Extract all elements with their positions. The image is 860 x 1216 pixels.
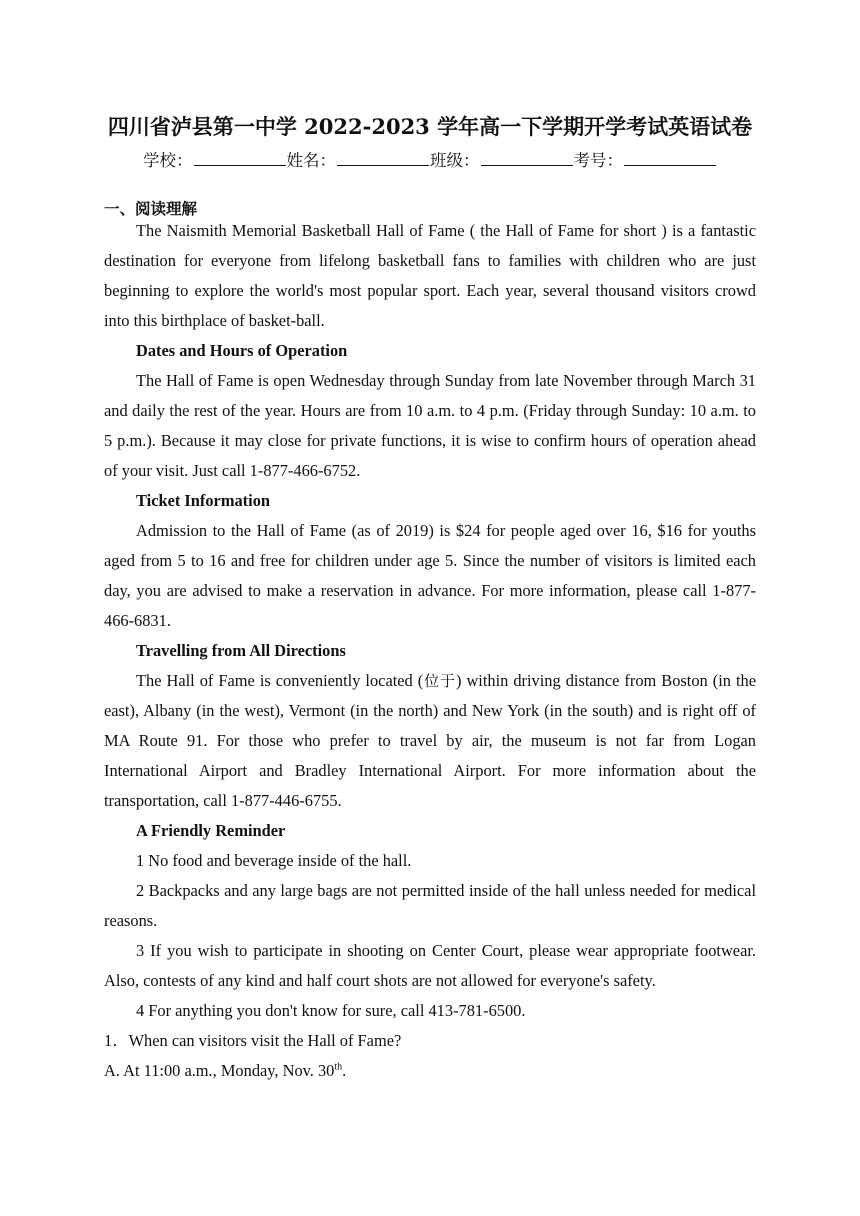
page-title: 四川省泸县第一中学 2022-2023 学年高一下学期开学考试英语试卷	[107, 114, 753, 139]
name-label: 姓名：	[286, 151, 336, 170]
reminder-item: 2 Backpacks and any large bags are not permitted inside of the hall unless needed for medical reasons.	[104, 881, 756, 930]
question-stem: 1．When can visitors visit the Hall of Fame?	[104, 1031, 402, 1050]
student-info-line	[0, 147, 860, 171]
option-a-period: .	[342, 1061, 347, 1080]
reminder-item: 3 If you wish to participate in shooting on Center Court, please wear appropriate footwear. Also, contests of any kind and half court shots are not allowed for everyone's safety.	[104, 941, 756, 990]
class-blank[interactable]	[481, 151, 573, 166]
paragraph-intro: The Naismith Memorial Basketball Hall of Fame ( the Hall of Fame for short ) is a fantastic destination for everyone from lifelong basketball fans to families with children who are just beginning to explore the world's most popular sport. Each year, several thousand visitors crowd into this birthplace of basket-ball.	[104, 221, 756, 330]
paragraph-ticket-info: Admission to the Hall of Fame (as of 2019) is $24 for people aged over 16, $16 for youths aged from 5 to 16 and free for children under age 5. Since the number of visitors is limited each day, you are advised to make a reservation in advance. For more information, please call 1-877-466-6831.	[104, 521, 756, 630]
paragraph-dates-hours: The Hall of Fame is open Wednesday through Sunday from late November through March 31 and daily the rest of the year. Hours are from 10 a.m. to 4 p.m. (Friday through Sunday: 10 a.m. to 5 p.m.). Because it may close for private functions, it is wise to confirm hours of operation ahead of your visit. Just call 1-877-466-6752.	[104, 371, 756, 480]
option-a[interactable]	[104, 1056, 756, 1086]
name-blank[interactable]	[337, 151, 429, 166]
option-a-superscript: th	[334, 1061, 343, 1073]
school-blank[interactable]	[194, 151, 286, 166]
heading-reminder: A Friendly Reminder	[136, 821, 286, 840]
heading-dates-hours: Dates and Hours of Operation	[136, 341, 348, 360]
exam-number-label: 考号：	[573, 151, 623, 170]
option-a-text: A. At 11:00 a.m., Monday, Nov. 30	[104, 1061, 335, 1080]
class-label: 班级：	[430, 151, 480, 170]
reminder-item: 4 For anything you don't know for sure, call 413-781-6500.	[136, 1001, 526, 1020]
travelling-text-end: ) within driving distance from Boston (in the east), Albany (in the west), Vermont (in the north) and New York (in the south) and is right off of MA Route 91. For those who prefer to travel by air, the museum is not far from Logan International Airport and Bradley International Airport. For more information about the transportation, call 1-877-446-6755.	[104, 671, 757, 810]
reading-passage	[104, 216, 756, 1086]
travelling-text-start: The Hall of Fame is conveniently located (	[136, 671, 424, 690]
heading-ticket-info: Ticket Information	[136, 491, 271, 510]
reminder-item: 1 No food and beverage inside of the hall.	[136, 851, 412, 870]
exam-number-blank[interactable]	[624, 151, 716, 166]
school-label: 学校：	[143, 151, 193, 170]
paragraph-travelling	[104, 666, 756, 816]
heading-travelling: Travelling from All Directions	[136, 641, 346, 660]
chinese-gloss: 位于	[423, 672, 456, 690]
section-title: 一、阅读理解	[104, 200, 198, 218]
